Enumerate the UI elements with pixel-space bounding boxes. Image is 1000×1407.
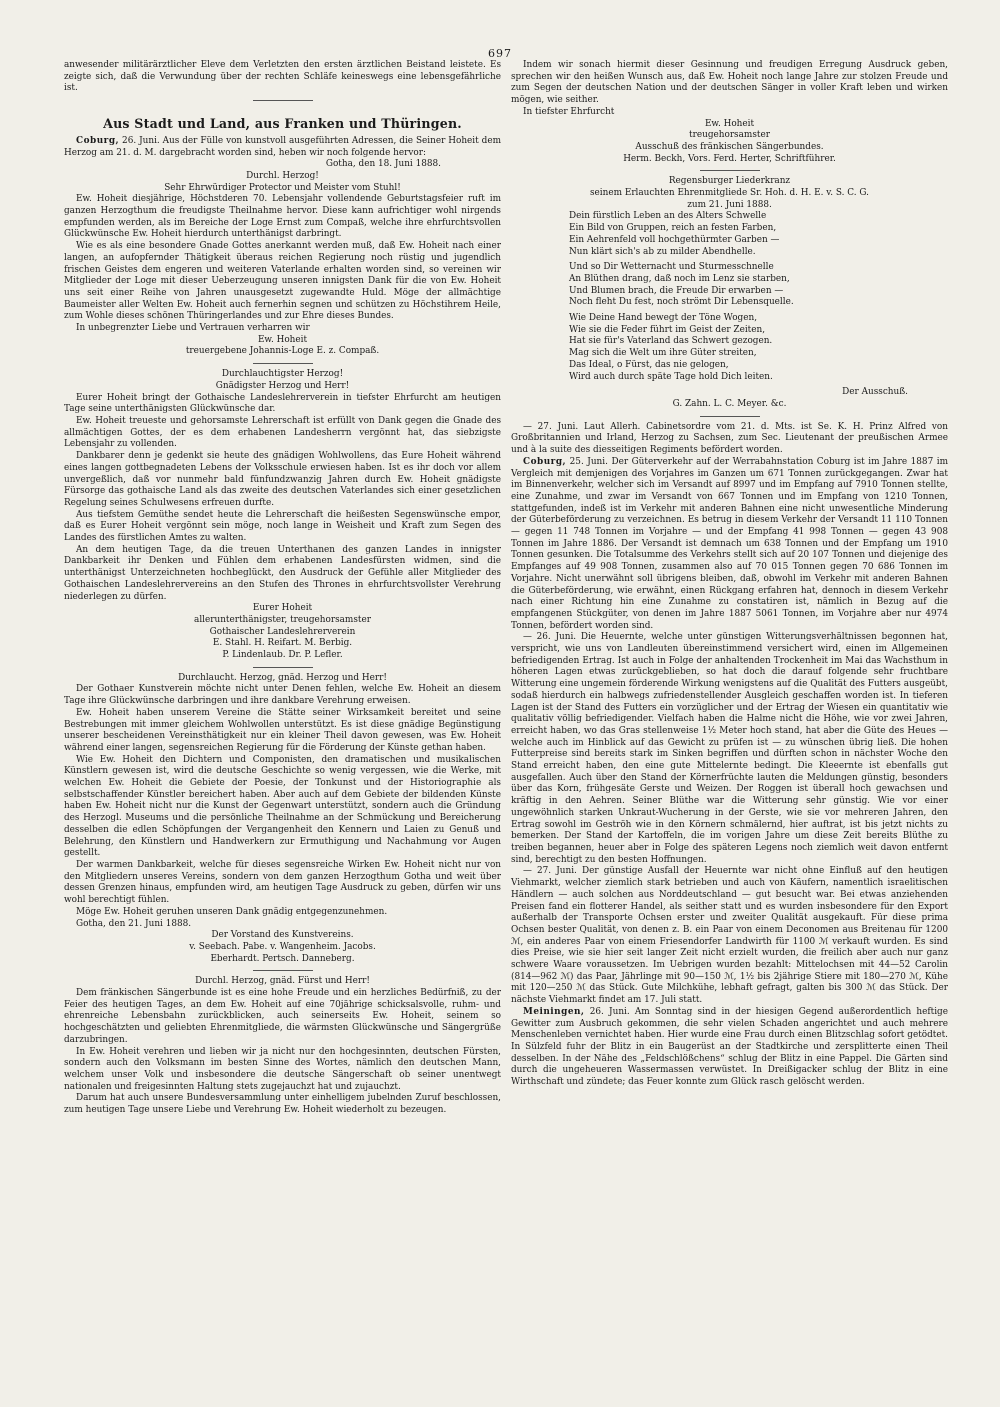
address-paragraph: Der warmen Dankbarkeit, welche für dieses segensreiche Wirken Ew. Hoheit nicht nur von den Mitgliedern unseres Vereins, sondern von dem ganzen Herzogthum Gotha und weit über dessen Grenzen hinaus, empfunden wird, am heutigen Tage Ausdruck zu geben, dürfen wir uns wohl berechtigt fühlen. (64, 860, 501, 906)
address-paragraph: Eurer Hoheit bringt der Gothaische Landeslehrerverein in tiefster Ehrfurcht am heutigen Tage seine unterthänigsten Glückwünsche dar. (64, 392, 501, 415)
address-paragraph: An dem heutigen Tage, da die treuen Unterthanen des ganzen Landes in innigster Dankbarkeit ihr Denken und Fühlen dem erhabenen Landesfürsten widmen, sind die unterthänigst Unterzeichneten hochbeglückt, den Ausdruck der Gefühle aller Mitglieder des Gothaischen Landeslehrervereins an den Stufen des Thrones in ehrfurchtsvollster Verehrung niederlegen zu dürfen. (64, 544, 501, 602)
poem-line: Hat sie für's Vaterland das Schwert gezogen. (569, 336, 773, 347)
poem-heading: zum 21. Juni 1888. (687, 199, 772, 210)
poem-signature: G. Zahn. L. C. Meyer. &c. (672, 398, 787, 409)
poem-closing: Der Ausschuß. (842, 387, 908, 398)
address-signature: Eberhardt. Pertsch. Danneberg. (210, 953, 355, 964)
poem-heading: seinem Erlauchten Ehrenmitgliede Sr. Hoh. d. H. E. v. S. C. G. (589, 188, 870, 199)
address-closing: Der Vorstand des Kunstvereins. (211, 930, 354, 941)
dateline-place: Coburg, (523, 456, 567, 467)
address-closing: Gothaischer Landeslehrerverein (209, 626, 356, 637)
poem-stanza (511, 262, 948, 309)
address-paragraph: Ew. Hoheit diesjährige, Höchstderen 70. Lebensjahr vollendende Geburtstagsfeier ruft im ganzen Herzogthum die freudigste Theilnahme hervor. Diese kann aufrichtiger wohl nirgends empfunden werden, als im Bereiche der Loge Ernst zum Compaß, welche ihre ehrfurchtsvollen Glückwünsche Ew. Hoheit hierdurch unterthänigst darbringt. (64, 194, 501, 240)
address-paragraph: Darum hat auch unsere Bundesversammlung unter einhelligem jubelnden Zuruf beschlossen, zum heutigen Tage unsere Liebe und Verehrung Ew. Hoheit wiederholt zu bezeugen. (64, 1093, 501, 1116)
poem-line: Und so Dir Wetternacht und Sturmesschnelle (569, 262, 774, 273)
news-item: — 27. Juni. Laut Allerh. Cabinetsordre vom 21. d. Mts. ist Se. K. H. Prinz Alfred von Großbritannien und Irland, Herzog zu Sachsen, zum Sec. Lieutenant der preußischen Armee und à la suite des diesseitigen Regiments befördert worden. (511, 421, 948, 456)
article-continuation: anwesender militärärztlicher Eleve dem Verletzten den ersten ärztlichen Beistand leistete. Es zeigte sich, daß die Verwundung über der rechten Schläfe keineswegs eine lebensgefährliche ist. (64, 60, 501, 94)
poem (511, 211, 948, 383)
page-number: 697 (488, 47, 512, 60)
address-paragraph: Dankbarer denn je gedenkt sie heute des gnädigen Wohlwollens, das Eure Hoheit während eines langen gottbegnadeten Lebens der Volksschule erwiesen haben. Ist es ihr doch vor allem unvergeßlich, daß vor nunmehr bald fünfundzwanzig Jahren durch Ew. Hoheit gnädigste Fürsorge das gothaische Land als das zweite des deutschen Vaterlandes sich einer gesetzlichen Regelung seines Schulwesens erfreuen durfte. (64, 451, 501, 508)
poem-line: Wie Deine Hand bewegt der Töne Wogen, (569, 313, 758, 324)
divider (253, 100, 313, 101)
address-paragraph: Ew. Hoheit haben unserem Vereine die Stätte seiner Wirksamkeit bereitet und seine Bestrebungen mit immer gleichem Wohlwollen unterstützt. Es ist diese gnädige Begünstigung unserer bescheidenen Vereinsthätigkeit nur ein kleiner Theil davon gewesen, was Ew. Hoheit während einer langen, segensreichen Regierung für die Förderung der Künste gethan haben. (64, 707, 501, 753)
address-salutation: Durchlaucht. Herzog, gnäd. Herzog und Herr! (178, 672, 387, 683)
poem-line: Das Ideal, o Fürst, das nie gelogen, (569, 359, 729, 370)
address-paragraph: Aus tiefstem Gemüthe sendet heute die Lehrerschaft die heißesten Segenswünsche empor, daß es Eurer Hoheit vergönnt sein möge, noch lange in Weisheit und Kraft zum Segen des Landes des fürstlichen Amtes zu walten. (64, 509, 501, 544)
address-closing: Ew. Hoheit (257, 334, 308, 345)
poem-line: An Blüthen drang, daß noch im Lenz sie starben, (569, 273, 790, 284)
address-closing: Eurer Hoheit (252, 603, 313, 614)
address-paragraph: In tiefster Ehrfurcht (523, 106, 615, 117)
address-closing: Ausschuß des fränkischen Sängerbundes. (635, 141, 824, 152)
address-paragraph: Indem wir sonach hiermit dieser Gesinnung und freudigen Erregung Ausdruck geben, sprechen wir den heißen Wunsch aus, daß Ew. Hoheit noch lange Jahre zur stolzen Freude und zum Segen der deutschen Nation und der deutschen Sänger in voller Kraft leben und wirken mögen, wie seither. (511, 60, 948, 106)
right-column (511, 60, 948, 1089)
news-item: — 26. Juni. Die Heuernte, welche unter günstigen Witterungsverhältnissen begonnen hat, verspricht, wie uns von Landleuten übereinstimmend versichert wird, einen im Allgemeinen befriedigenden Ertrag. Ist auch in Folge der anhaltenden Trockenheit im Mai das Wachsthum in höheren Lagen etwas zurückgeblieben, so hat doch die darauf folgende sehr fruchtbare Witterung eine ungemein förderende Wirkung wenigstens auf die Qualität des Futters ausgeübt, sodaß hierdurch ein halbwegs zufriedenstellender Ausgleich geschaffen worden ist. In tieferen Lagen ist der Stand des Futters ein vorzüglicher und der Ertrag der Wiesen ein quantitativ wie qualitativ völlig befriedigender. Vielfach haben die Halme nicht die Höhe, wie vor zwei Jahren, erreicht haben, wo das Gras stellenweise 1½ Meter hoch stand, hat aber die Güte des Heues — welche auch im Hinblick auf das Gewicht zu prüfen ist — zu wünschen übrig ließ. Die hohen Futterpreise sind bereits stark im Sinken begriffen und dürften schon in nächster Woche den Stand erreicht haben, den eine gute Mittelernte bedingt. Die Kleeernte ist ebenfalls gut ausgefallen. Auch über den Stand der Körnerfrüchte lauten die Meldungen günstig, besonders über das Korn, frühgesäte Gerste und Weizen. Der Roggen ist überall hoch gewachsen und kräftig in den Aehren. Seiner Blüthe war die Witterung sehr günstig. Wie vor einer ungewöhnlich starken Unkraut-Wucherung in der Gerste, wie sie vor mehreren Jahren, den Ertrag sowohl im Geströh wie in den Körnern schmälernd, hier auftrat, ist bis jetzt nichts zu bemerken. Der Stand der Kartoffeln, die im vorigen Jahre um diese Zeit bereits Blüthe zu treiben begannen, heuer aber in Folge des späteren Legens noch ziemlich weit davon entfernt sind, berechtigt zu den besten Hoffnungen. (511, 632, 948, 865)
poem-heading: Regensburger Liederkranz (668, 176, 791, 187)
news-item: Meiningen, 26. Juni. Am Sonntag sind in der hiesigen Gegend außerordentlich heftige Gewitter zum Ausbruch gekommen, die sehr vielen Schaden angerichtet und auch mehrere Menschenleben vernichtet haben. Hier wurde eine Frau durch einen Blitzschlag sofort getödtet. In Sülzfeld fuhr der Blitz in ein Baugerüst an der Stadtkirche und zersplitterte einen Theil desselben. In der Nähe des „Feldschlößchens“ schlug der Blitz in eine Pappel. Die Gärten sind durch die ungeheueren Wassermassen verwüstet. In Dreißigacker schlug der Blitz in eine Wirthschaft und zündete; das Feuer konnte zum Glück rasch gelöscht werden. (511, 1006, 948, 1088)
address-salutation: Durchl. Herzog! (246, 170, 319, 181)
address-paragraph: Wie es als eine besondere Gnade Gottes anerkannt werden muß, daß Ew. Hoheit nach einer langen, an aufopfernder Thätigkeit überaus reichen Regierung noch rüstig und jugendlich frischen Geistes dem engeren und weiteren Vaterlande erhalten worden sind, so vereinen wir Mitglieder der Loge mit dieser Ueberzeugung unseren innigsten Dank für die von Ew. Hoheit uns seit einer Reihe von Jahren unausgesetzt zugewandte Huld. Möge der allmächtige Baumeister aller Welten Ew. Hoheit auch fernerhin segnen und schützen zu Höchstihrem Heile, zum Wohle dieses schönen Thüringerlandes und zur Ehre dieses Bundes. (64, 241, 501, 322)
divider (700, 416, 760, 417)
dateline-place: Coburg, (76, 135, 120, 146)
address-paragraph: Wie Ew. Hoheit den Dichtern und Componisten, den dramatischen und musikalischen Künstlern gewesen ist, wird die deutsche Geschichte so wenig vergessen, wie die Werke, mit welchen Ew. Hoheit die Gebiete der Poesie, der Tonkunst und der Historiographie als selbstschaffender Künstler bereichert haben. Aber auch auf dem Gebiete der bildenden Künste haben Ew. Hoheit nicht nur die Kunst der Gegenwart unterstützt, sondern auch die Gründung des Herzogl. Museums und die persönliche Theilnahme an der Schmückung und Bereicherung desselben die edlen Schöpfungen der Vergangenheit den Kennern und Laien zu Genuß und Belehrung, den Künstlern und Handwerkern zur Ermuthigung und Nachahmung vor Augen gestellt. (64, 754, 501, 859)
poem-line: Wie sie die Feder führt im Geist der Zeiten, (569, 324, 766, 335)
poem-line: Mag sich die Welt um ihre Güter streiten, (569, 348, 757, 359)
poem-line: Dein fürstlich Leben an des Alters Schwelle (569, 211, 767, 222)
poem-line: Nun klärt sich's ab zu milder Abendhelle. (569, 246, 756, 257)
address-salutation: Durchlauchtigster Herzog! (221, 369, 344, 380)
address-signature: v. Seebach. Pabe. v. Wangenheim. Jacobs. (189, 941, 376, 952)
address-closing: treugehorsamster (689, 130, 770, 141)
address-closing: Ew. Hoheit (704, 118, 755, 129)
address-signature: treuergebene Johannis-Loge E. z. Compaß. (185, 346, 380, 357)
address-signature: P. Lindenlaub. Dr. P. Lefler. (222, 650, 343, 661)
section-heading: Aus Stadt und Land, aus Franken und Thüringen. (103, 116, 462, 132)
address-paragraph: Möge Ew. Hoheit geruhen unseren Dank gnädig entgegenzunehmen. (76, 906, 388, 917)
divider (253, 667, 313, 668)
divider (253, 363, 313, 364)
address-closing: allerunterthänigster, treugehorsamster (194, 614, 371, 625)
divider (700, 170, 760, 171)
poem-line: Ein Bild von Gruppen, reich an festen Farben, (569, 223, 777, 234)
address-paragraph: In Ew. Hoheit verehren und lieben wir ja nicht nur den hochgesinnten, deutschen Fürsten, sondern auch den Volksmann im besten Sinne des Wortes, nämlich den deutschen Mann, welchem unser Volk und insbesondere die deutsche Sängerschaft ob seiner unentwegt nationalen und freigesinnten Haltung stets zugejauchzt hat und zujauchzt. (64, 1046, 501, 1092)
poem-line: Und Blumen brach, die Freude Dir erwarben — (569, 285, 784, 296)
poem-line: Wird auch durch späte Tage hold Dich leiten. (569, 371, 773, 382)
address-dateline: Gotha, den 21. Juni 1888. (76, 918, 192, 929)
address-paragraph: Der Gothaer Kunstverein möchte nicht unter Denen fehlen, welche Ew. Hoheit an diesem Tage ihre Glückwünsche darbringen und ihre dankbare Verehrung erweisen. (64, 684, 501, 707)
address-salutation: Sehr Ehrwürdiger Protector und Meister vom Stuhl! (164, 182, 401, 193)
poem-line: Noch fleht Du fest, noch strömt Dir Lebensquelle. (569, 297, 794, 308)
poem-stanza (511, 313, 948, 383)
coburg-intro: Coburg, 26. Juni. Aus der Fülle von kunstvoll ausgeführten Adressen, die Seiner Hoheit dem Herzog am 21. d. M. dargebracht worden sind, heben wir noch folgende hervor: (64, 135, 501, 158)
news-item: Coburg, 25. Juni. Der Güterverkehr auf der Werrabahnstation Coburg ist im Jahre 1887 im Vergleich mit demjenigen des Vorjahres im Ganzen um 671 Tonnen zurückgegangen. Zwar hat im Binnenverkehr, welcher sich im Versandt auf 8997 und im Empfang auf 7910 Tonnen stellte, eine Zunahme, und zwar im Versandt von 667 Tonnen und im Empfang von 1210 Tonnen, stattgefunden, indeß ist im Verkehr mit anderen Bahnen eine nicht unwesentliche Minderung der Güterbeförderung zu verzeichnen. Es betrug in diesem Verkehr der Versandt 11 110 Tonnen — gegen 11 748 Tonnen im Vorjahre — und der Empfang 41 998 Tonnen — gegen 43 908 Tonnen im Jahre 1886. Der Versandt ist demnach um 638 Tonnen und der Empfang um 1910 Tonnen gesunken. Die Totalsumme des Verkehrs stellt sich auf 20 107 Tonnen und diejenige des Empfanges auf 49 908 Tonnen, zusammen also auf 70 015 Tonnen gegen 70 686 Tonnen im Vorjahre. Nicht unerwähnt soll übrigens bleiben, daß, obwohl im Verkehr mit anderen Bahnen die Güterbeförderung, wie erwähnt, einen Rückgang erfahren hat, dennoch in diesem Verkehr nach einer Richtung hin eine Zunahme zu constatiren ist, nämlich in Bezug auf die empfangenen Stückgüter, von denen im Jahre 1887 5061 Tonnen, im Vorjahre aber nur 4974 Tonnen, befördert worden sind. (511, 456, 948, 631)
address-signature: E. Stahl. H. Reifart. M. Berbig. (212, 638, 353, 649)
address-salutation: Durchl. Herzog, gnäd. Fürst und Herr! (195, 976, 370, 987)
address-paragraph: Dem fränkischen Sängerbunde ist es eine hohe Freude und ein herzliches Bedürfniß, zu der Feier des heutigen Tages, an dem Ew. Hoheit auf eine 70jährige schicksalsvolle, ruhm- und ehrenreiche Lebensbahn zurückblicken, auch seinerseits Ew. Hoheit, seinem so hochgeschätzten und geliebten Ehrenmitgliede, die wärmsten Glückwünsche und Sängergrüße darzubringen. (64, 988, 501, 1045)
address-signature: Herm. Beckh, Vors. Ferd. Herter, Schriftführer. (623, 153, 836, 164)
address-salutation: Gnädigster Herzog und Herr! (215, 380, 350, 391)
address-dateline: Gotha, den 18. Juni 1888. (325, 159, 441, 170)
left-column (64, 60, 501, 1117)
news-item: — 27. Juni. Der günstige Ausfall der Heuernte war nicht ohne Einfluß auf den heutigen Viehmarkt, welcher ziemlich stark betrieben und auch von Käufern, namentlich israelitischen Händlern — auch solchen aus Norddeutschland — gut besucht war. Bei etwas anziehenden Preisen fand ein flotterer Handel, als seither statt und es wurden insbesondere für den Export außerhalb der Transporte Ochsen erster und zweiter Qualität ausgekauft. Für diese prima Ochsen bester Qualität, von denen z. B. ein Paar von einem Deconomen aus Breitenau für 1200 ℳ, ein anderes Paar von einem Friesendorfer Landwirth für 1100 ℳ verkauft wurden. Es sind dies Preise, wie sie hier seit langer Zeit nicht erzielt wurden, die freilich aber auch nur ganz schwere Waare voraussetzen. Im Uebrigen wurden bezahlt: Mittelochsen mit 44—52 Carolin (814—962 ℳ) das Paar, Jährlinge mit 90—150 ℳ, 1½ bis 2jährige Stiere mit 180—270 ℳ, Kühe mit 120—250 ℳ das Stück. Gute Milchkühe, lebhaft gefragt, galten bis 300 ℳ das Stück. Der nächste Viehmarkt findet am 17. Juli statt. (511, 866, 948, 1006)
divider (253, 970, 313, 971)
poem-line: Ein Aehrenfeld voll hochgethürmter Garben — (569, 234, 780, 245)
address-paragraph: In unbegrenzter Liebe und Vertrauen verharren wir (76, 323, 310, 334)
poem-stanza (511, 211, 948, 258)
address-paragraph: Ew. Hoheit treueste und gehorsamste Lehrerschaft ist erfüllt von Dank gegen die Gnade des allmächtigen Gottes, der es dem erhabenen Landesherrn vergönnt hat, das siebzigste Lebensjahr zu vollenden. (64, 415, 501, 450)
dateline-place: Meiningen, (523, 1006, 585, 1017)
